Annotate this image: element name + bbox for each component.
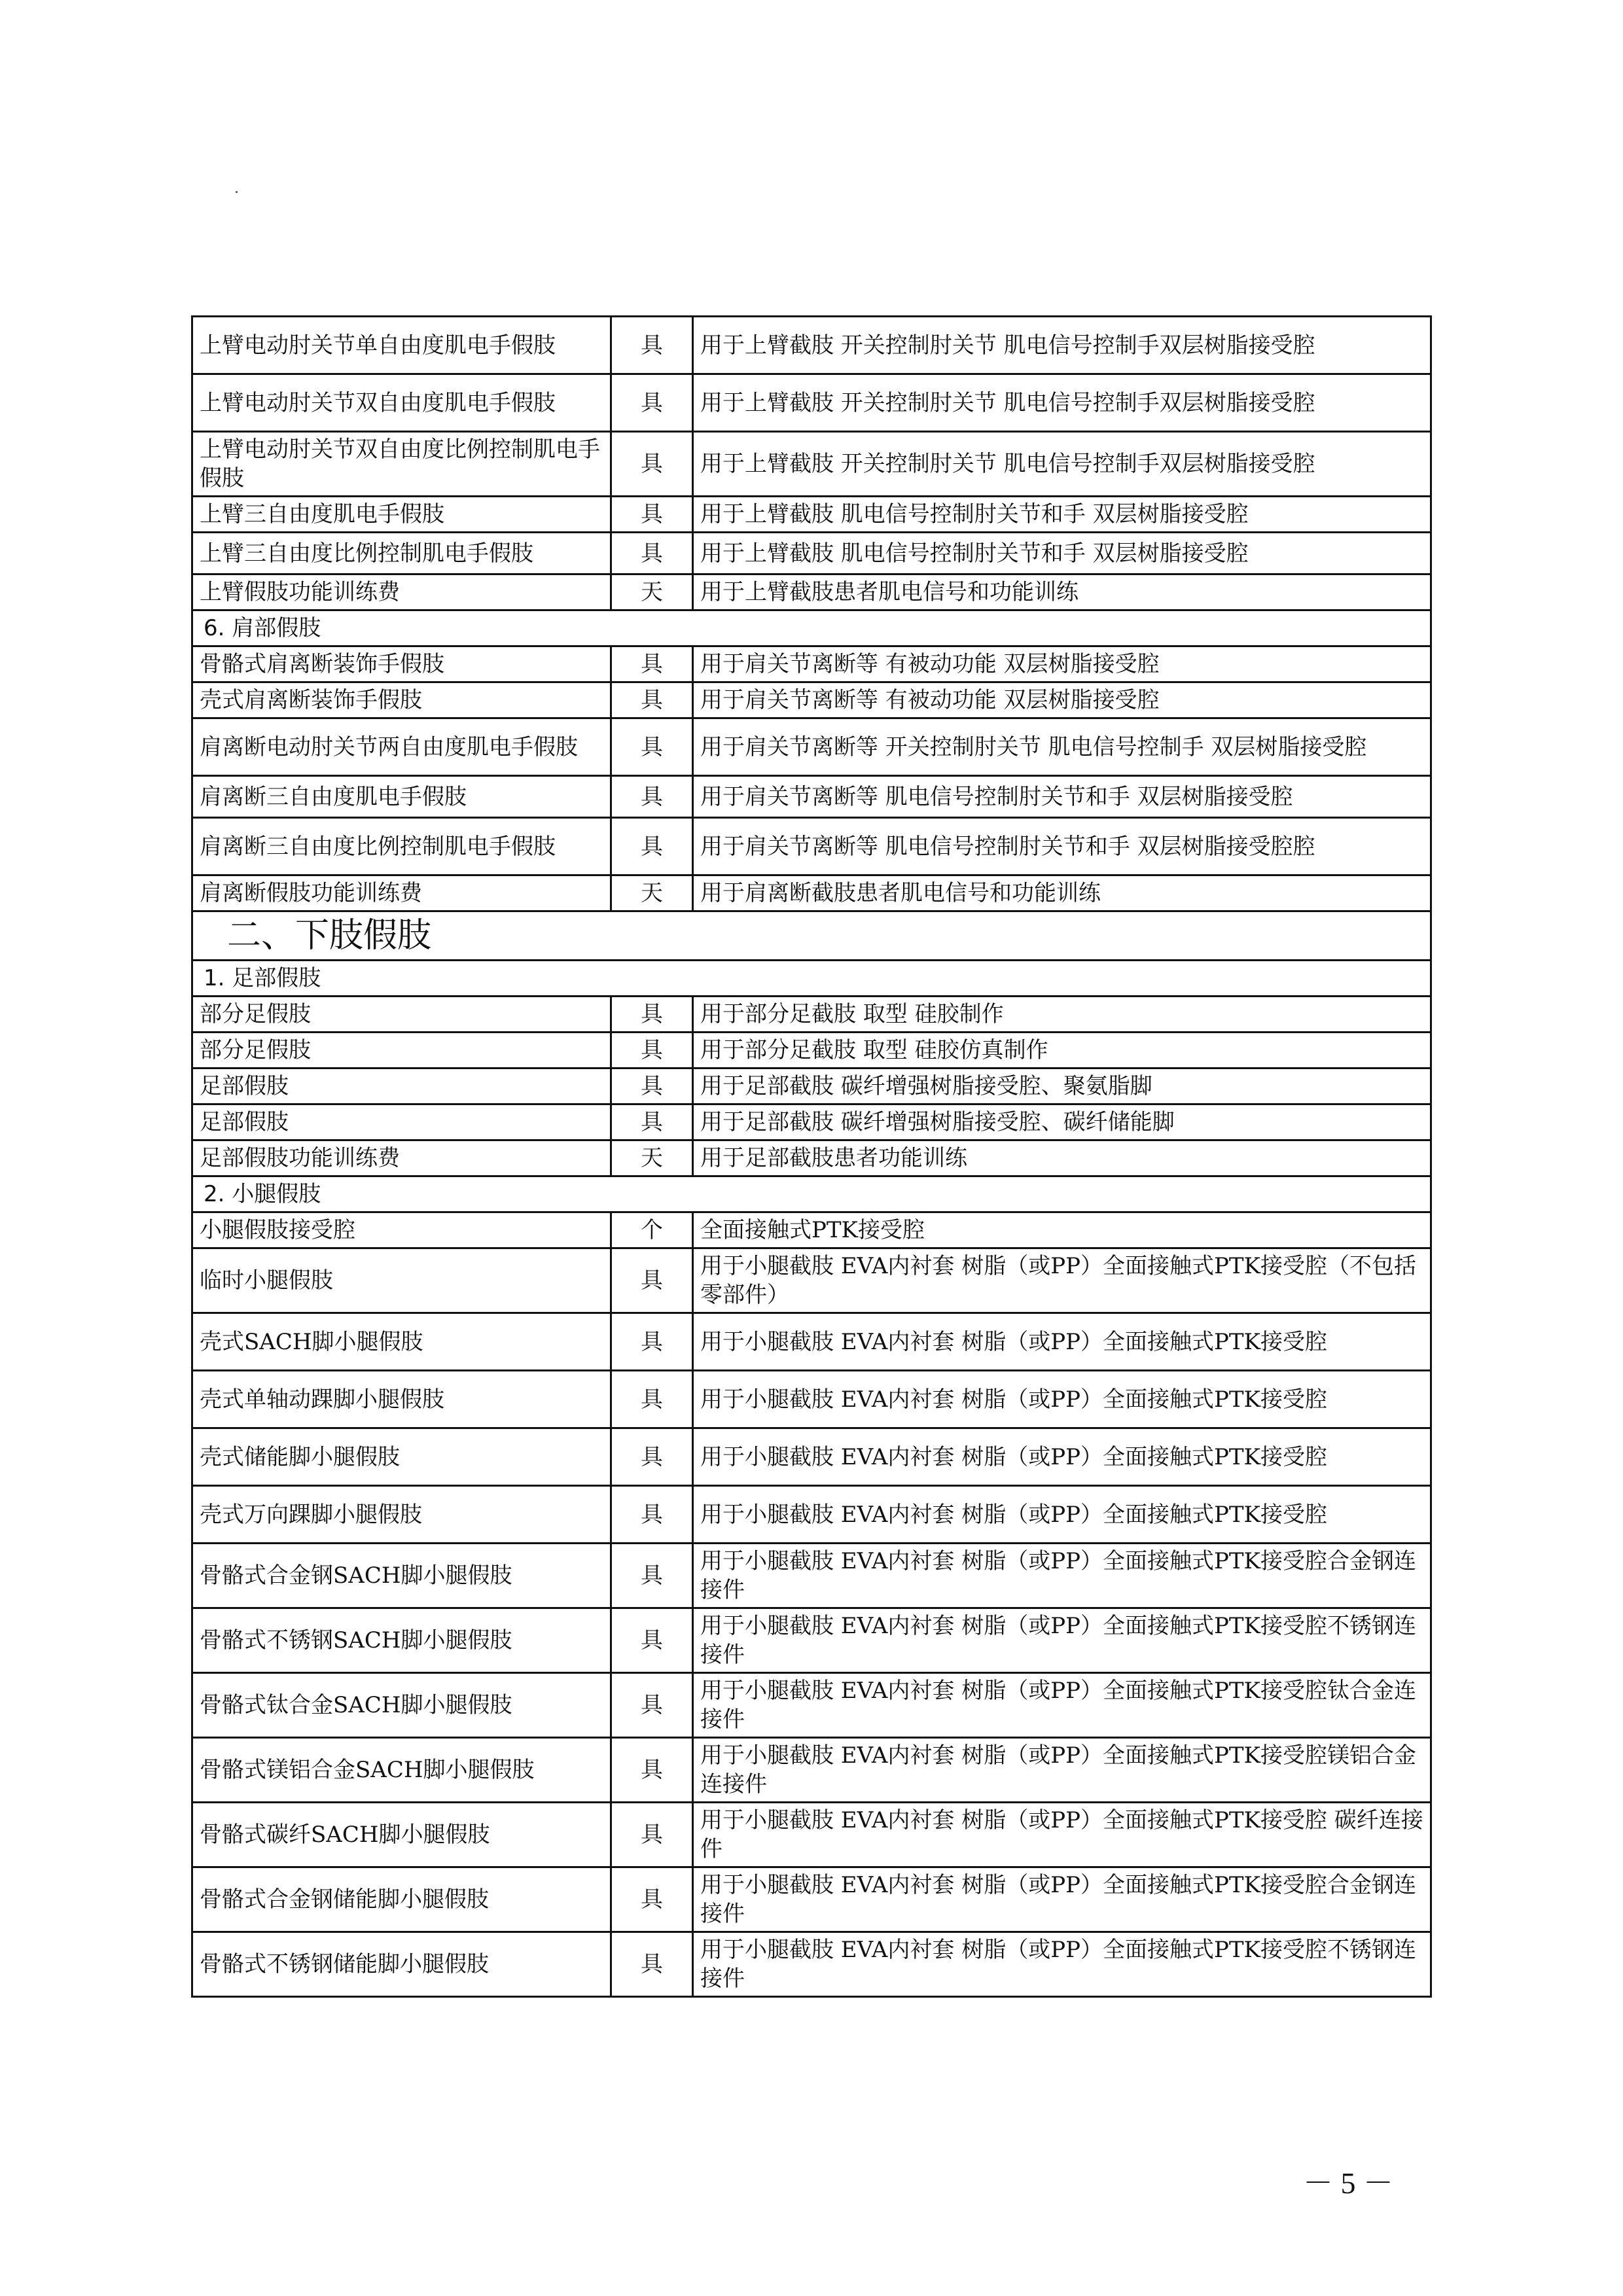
item-description: 用于肩关节离断等 开关控制肘关节 肌电信号控制手 双层树脂接受腔 <box>693 718 1431 776</box>
section-heading: 2. 小腿假肢 <box>192 1176 1431 1212</box>
major-heading-row <box>192 911 1431 961</box>
item-unit: 具 <box>611 818 693 875</box>
item-name: 骨骼式合金钢SACH脚小腿假肢 <box>192 1544 611 1608</box>
item-unit: 具 <box>611 1738 693 1803</box>
item-description: 用于上臂截肢 开关控制肘关节 肌电信号控制手双层树脂接受腔 <box>693 374 1431 432</box>
scan-dot <box>236 191 238 193</box>
item-description: 用于小腿截肢 EVA内衬套 树脂（或PP）全面接触式PTK接受腔 碳纤连接件 <box>693 1803 1431 1867</box>
table-row <box>192 776 1431 818</box>
item-name: 壳式肩离断装饰手假肢 <box>192 682 611 718</box>
item-name: 骨骼式镁铝合金SACH脚小腿假肢 <box>192 1738 611 1803</box>
table-row <box>192 1033 1431 1069</box>
table-row <box>192 1486 1431 1544</box>
item-description: 用于足部截肢 碳纤增强树脂接受腔、聚氨脂脚 <box>693 1069 1431 1104</box>
item-name: 足部假肢 <box>192 1069 611 1104</box>
table-row <box>192 1673 1431 1738</box>
item-name: 部分足假肢 <box>192 1033 611 1069</box>
item-description: 用于小腿截肢 EVA内衬套 树脂（或PP）全面接触式PTK接受腔 <box>693 1428 1431 1486</box>
item-description: 用于小腿截肢 EVA内衬套 树脂（或PP）全面接触式PTK接受腔不锈钢连接件 <box>693 1608 1431 1673</box>
item-name: 壳式单轴动踝脚小腿假肢 <box>192 1371 611 1428</box>
item-description: 用于小腿截肢 EVA内衬套 树脂（或PP）全面接触式PTK接受腔 <box>693 1486 1431 1544</box>
item-name: 肩离断假肢功能训练费 <box>192 875 611 911</box>
item-unit: 具 <box>611 432 693 497</box>
item-unit: 具 <box>611 1932 693 1997</box>
item-name: 临时小腿假肢 <box>192 1248 611 1313</box>
item-description: 用于上臂截肢患者肌电信号和功能训练 <box>693 574 1431 610</box>
table-row <box>192 1428 1431 1486</box>
item-description: 用于肩离断截肢患者肌电信号和功能训练 <box>693 875 1431 911</box>
item-description: 用于足部截肢 碳纤增强树脂接受腔、碳纤储能脚 <box>693 1104 1431 1140</box>
section-heading-row <box>192 1176 1431 1212</box>
item-unit: 具 <box>611 776 693 818</box>
item-unit: 天 <box>611 875 693 911</box>
table-row <box>192 875 1431 911</box>
prosthesis-price-table <box>191 315 1432 1998</box>
item-name: 骨骼式不锈钢SACH脚小腿假肢 <box>192 1608 611 1673</box>
item-description: 用于上臂截肢 肌电信号控制肘关节和手 双层树脂接受腔 <box>693 533 1431 574</box>
item-unit: 个 <box>611 1212 693 1248</box>
table-row <box>192 497 1431 533</box>
item-name: 骨骼式不锈钢储能脚小腿假肢 <box>192 1932 611 1997</box>
table-row <box>192 574 1431 610</box>
table-row <box>192 1803 1431 1867</box>
item-unit: 具 <box>611 497 693 533</box>
item-name: 壳式储能脚小腿假肢 <box>192 1428 611 1486</box>
table-row <box>192 818 1431 875</box>
item-description: 用于小腿截肢 EVA内衬套 树脂（或PP）全面接触式PTK接受腔钛合金连接件 <box>693 1673 1431 1738</box>
table-row <box>192 374 1431 432</box>
item-unit: 天 <box>611 1140 693 1176</box>
item-description: 用于肩关节离断等 肌电信号控制肘关节和手 双层树脂接受腔腔 <box>693 818 1431 875</box>
item-name: 上臂电动肘关节双自由度肌电手假肢 <box>192 374 611 432</box>
item-name: 肩离断电动肘关节两自由度肌电手假肢 <box>192 718 611 776</box>
item-unit: 具 <box>611 1803 693 1867</box>
item-name: 部分足假肢 <box>192 997 611 1033</box>
item-description: 用于肩关节离断等 有被动功能 双层树脂接受腔 <box>693 682 1431 718</box>
table-row <box>192 432 1431 497</box>
item-description: 用于小腿截肢 EVA内衬套 树脂（或PP）全面接触式PTK接受腔镁铝合金连接件 <box>693 1738 1431 1803</box>
item-unit: 具 <box>611 1867 693 1932</box>
item-unit: 具 <box>611 1544 693 1608</box>
item-name: 上臂电动肘关节单自由度肌电手假肢 <box>192 317 611 374</box>
table-row <box>192 1544 1431 1608</box>
table-row <box>192 317 1431 374</box>
item-unit: 具 <box>611 1371 693 1428</box>
item-unit: 具 <box>611 533 693 574</box>
table-row <box>192 1371 1431 1428</box>
item-name: 足部假肢功能训练费 <box>192 1140 611 1176</box>
item-unit: 具 <box>611 1069 693 1104</box>
section-heading-row <box>192 961 1431 997</box>
table-row <box>192 1140 1431 1176</box>
table-row <box>192 682 1431 718</box>
item-description: 用于小腿截肢 EVA内衬套 树脂（或PP）全面接触式PTK接受腔合金钢连接件 <box>693 1544 1431 1608</box>
table-row <box>192 533 1431 574</box>
table-row <box>192 1738 1431 1803</box>
item-description: 用于小腿截肢 EVA内衬套 树脂（或PP）全面接触式PTK接受腔合金钢连接件 <box>693 1867 1431 1932</box>
item-unit: 具 <box>611 1486 693 1544</box>
item-name: 肩离断三自由度肌电手假肢 <box>192 776 611 818</box>
item-description: 用于小腿截肢 EVA内衬套 树脂（或PP）全面接触式PTK接受腔 <box>693 1313 1431 1371</box>
item-name: 骨骼式钛合金SACH脚小腿假肢 <box>192 1673 611 1738</box>
item-description: 用于小腿截肢 EVA内衬套 树脂（或PP）全面接触式PTK接受腔（不包括零部件） <box>693 1248 1431 1313</box>
table-row <box>192 1313 1431 1371</box>
item-description: 用于肩关节离断等 有被动功能 双层树脂接受腔 <box>693 646 1431 682</box>
item-unit: 具 <box>611 1608 693 1673</box>
item-name: 上臂电动肘关节双自由度比例控制肌电手假肢 <box>192 432 611 497</box>
item-description: 用于上臂截肢 开关控制肘关节 肌电信号控制手双层树脂接受腔 <box>693 317 1431 374</box>
table-row <box>192 1212 1431 1248</box>
item-unit: 具 <box>611 317 693 374</box>
item-description: 用于小腿截肢 EVA内衬套 树脂（或PP）全面接触式PTK接受腔不锈钢连接件 <box>693 1932 1431 1997</box>
table-row <box>192 1932 1431 1997</box>
item-unit: 具 <box>611 1313 693 1371</box>
item-description: 用于上臂截肢 开关控制肘关节 肌电信号控制手双层树脂接受腔 <box>693 432 1431 497</box>
item-unit: 具 <box>611 1428 693 1486</box>
section-heading: 1. 足部假肢 <box>192 961 1431 997</box>
item-unit: 具 <box>611 718 693 776</box>
item-description: 用于上臂截肢 肌电信号控制肘关节和手 双层树脂接受腔 <box>693 497 1431 533</box>
item-unit: 天 <box>611 574 693 610</box>
item-name: 上臂三自由度肌电手假肢 <box>192 497 611 533</box>
major-heading: 二、下肢假肢 <box>192 911 1431 961</box>
table-row <box>192 646 1431 682</box>
item-description: 用于小腿截肢 EVA内衬套 树脂（或PP）全面接触式PTK接受腔 <box>693 1371 1431 1428</box>
item-description: 用于部分足截肢 取型 硅胶仿真制作 <box>693 1033 1431 1069</box>
item-name: 上臂三自由度比例控制肌电手假肢 <box>192 533 611 574</box>
item-unit: 具 <box>611 1248 693 1313</box>
table-row <box>192 1104 1431 1140</box>
item-unit: 具 <box>611 1104 693 1140</box>
item-name: 骨骼式合金钢储能脚小腿假肢 <box>192 1867 611 1932</box>
table-row <box>192 1867 1431 1932</box>
item-name: 骨骼式肩离断装饰手假肢 <box>192 646 611 682</box>
item-name: 足部假肢 <box>192 1104 611 1140</box>
table-row <box>192 997 1431 1033</box>
table-row <box>192 1248 1431 1313</box>
page-number: － 5 － <box>1303 2166 1393 2200</box>
section-heading: 6. 肩部假肢 <box>192 610 1431 646</box>
item-name: 壳式SACH脚小腿假肢 <box>192 1313 611 1371</box>
item-unit: 具 <box>611 1033 693 1069</box>
table-row <box>192 1608 1431 1673</box>
table-body <box>192 317 1431 1997</box>
item-name: 壳式万向踝脚小腿假肢 <box>192 1486 611 1544</box>
item-description: 用于足部截肢患者功能训练 <box>693 1140 1431 1176</box>
item-unit: 具 <box>611 997 693 1033</box>
item-description: 用于肩关节离断等 肌电信号控制肘关节和手 双层树脂接受腔 <box>693 776 1431 818</box>
item-description: 用于部分足截肢 取型 硅胶制作 <box>693 997 1431 1033</box>
item-unit: 具 <box>611 1673 693 1738</box>
section-heading-row <box>192 610 1431 646</box>
item-unit: 具 <box>611 682 693 718</box>
item-name: 上臂假肢功能训练费 <box>192 574 611 610</box>
table-row <box>192 1069 1431 1104</box>
item-description: 全面接触式PTK接受腔 <box>693 1212 1431 1248</box>
item-name: 小腿假肢接受腔 <box>192 1212 611 1248</box>
item-unit: 具 <box>611 374 693 432</box>
item-unit: 具 <box>611 646 693 682</box>
item-name: 骨骼式碳纤SACH脚小腿假肢 <box>192 1803 611 1867</box>
table-row <box>192 718 1431 776</box>
item-name: 肩离断三自由度比例控制肌电手假肢 <box>192 818 611 875</box>
